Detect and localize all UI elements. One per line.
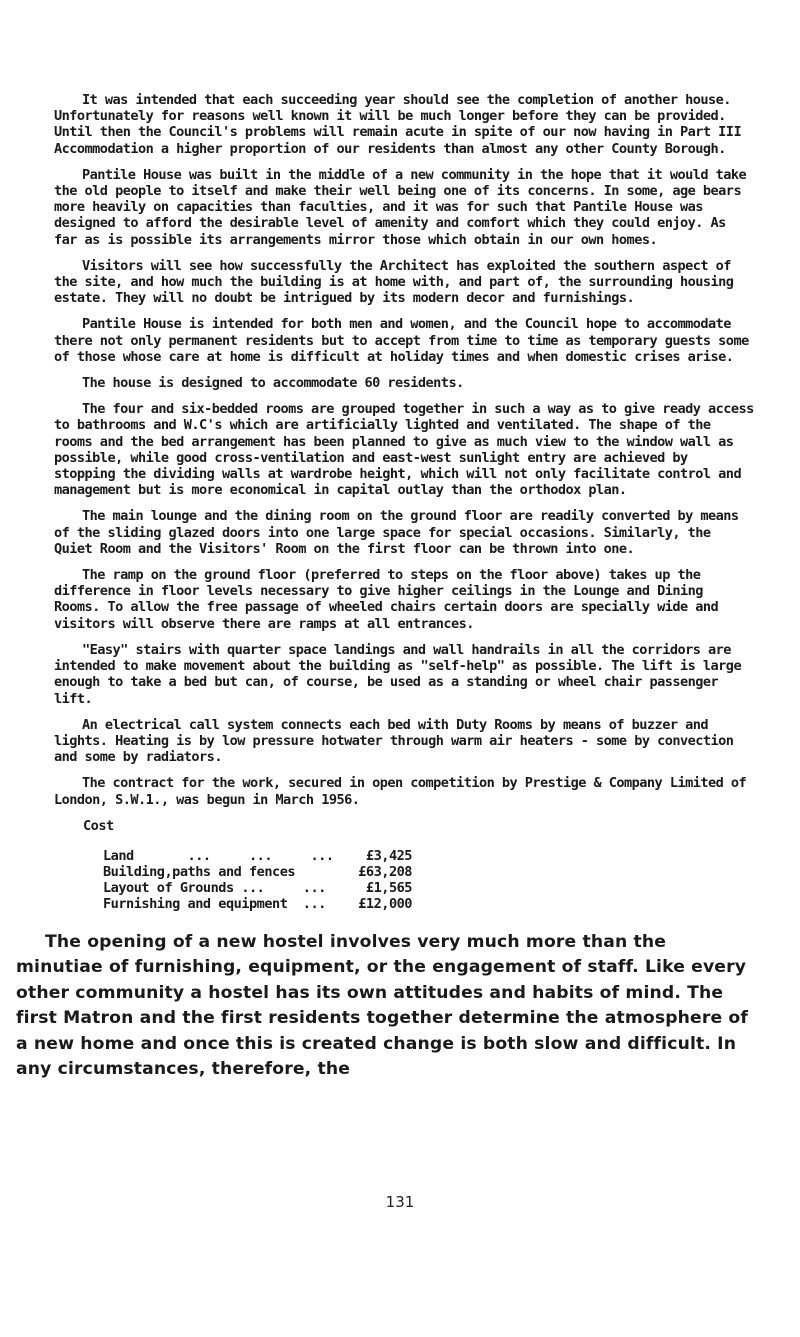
paragraph-stairs: "Easy" stairs with quarter space landings and wall handrails in all the corridors are intended to make movement about the building as "self-help" as possible. The lift is large enough to take a bed but can, of course, be used as a standing or wheel chair passenger lift. xyxy=(54,641,742,707)
page-number: 131 xyxy=(385,1193,415,1211)
cost-item-amount: £3,425 xyxy=(365,847,412,864)
paragraph-rooms: The four and six-bedded rooms are grouped together in such a way as to give ready access to bathrooms and W.C's which are artificially lighted and ventilated. The shape of the rooms and the bed arrangement has been planned to give as much view to the window wall as possible, while good cross-ventilation and east-west sunlight entry are achieved by stopping the dividing walls at wardrobe height, which will not only facilitate control and management but is more economical in capital outlay than the orthodox plan. xyxy=(54,401,754,499)
paragraph-completion: It was intended that each succeeding year should see the completion of another house. Unfortunately for reasons well known it will be much longer before they can be provided. Until then the Council's problems will remain acute in spite of our now having in Part III Accommodation a higher proportion of our residents than almost any other County Borough. xyxy=(54,92,742,157)
cost-item-amount: £1,565 xyxy=(365,879,412,896)
cost-item-label: Building,paths and fences xyxy=(103,863,296,880)
table-row xyxy=(103,880,412,896)
document-page xyxy=(16,92,754,1083)
cost-heading: Cost xyxy=(83,817,114,834)
paragraph-ramp: The ramp on the ground floor (preferred to steps on the floor above) takes up the difference in floor levels necessary to give higher ceilings in the Lounge and Dining Rooms. To allow the free passage of wheeled chairs certain doors are specially wide and visitors will observe there are ramps at all entrances. xyxy=(54,567,719,632)
table-row xyxy=(103,848,412,864)
table-row xyxy=(103,864,412,880)
cost-item-label: Furnishing and equipment ... xyxy=(103,895,326,912)
cost-item-label: Land ... ... ... xyxy=(103,847,334,864)
cost-item-label: Layout of Grounds ... ... xyxy=(103,879,326,896)
table-row xyxy=(103,896,412,912)
closing-paragraph: The opening of a new hostel involves very much more than the minutiae of furnishing, equipment, or the engagement of staff. Like every other community a hostel has its own attitudes and habits of mind. The first Matron and the first residents together determine the atmosphere of a new home and once this is created change is both slow and difficult. In any circumstances, therefore, the xyxy=(16,931,749,1080)
paragraph-pantile-house: Pantile House was built in the middle of a new community in the hope that it would take the old people to itself and make their well being one of its concerns. In some, age bears more heavily on capacities than faculties, and it was for such that Pantile House was designed to afford the desirable level of amenity and comfort which they could enjoy. As far as is possible its arrangements mirror those which obtain in our own homes. xyxy=(54,166,747,248)
paragraph-contract: The contract for the work, secured in open competition by Prestige & Company Limited of London, S.W.1., was begun in March 1956. xyxy=(54,775,747,808)
cost-table xyxy=(103,848,412,912)
paragraph-lounge: The main lounge and the dining room on the ground floor are readily converted by means of the sliding glazed doors into one large space for special occasions. Similarly, the Quiet Room and the Visitors' Room on the first floor can be thrown into one. xyxy=(54,508,739,557)
paragraph-capacity: The house is designed to accommodate 60 residents. xyxy=(82,375,464,392)
cost-item-amount: £12,000 xyxy=(358,895,412,912)
paragraph-call-system: An electrical call system connects each bed with Duty Rooms by means of buzzer and lights. Heating is by low pressure hotwater through warm air heaters - some by convection and some by radiators. xyxy=(54,716,734,766)
paragraph-residents: Pantile House is intended for both men and women, and the Council hope to accommodate there not only permanent residents but to accept from time to time as temporary guests some of those whose care at home is difficult at holiday times and when domestic crises arise. xyxy=(54,316,749,365)
cost-item-amount: £63,208 xyxy=(358,863,412,880)
paragraph-visitors: Visitors will see how successfully the Architect has exploited the southern aspect of the site, and how much the building is at home with, and part of, the surrounding housing estate. They will no doubt be intrigued by its modern decor and furnishings. xyxy=(54,257,734,307)
